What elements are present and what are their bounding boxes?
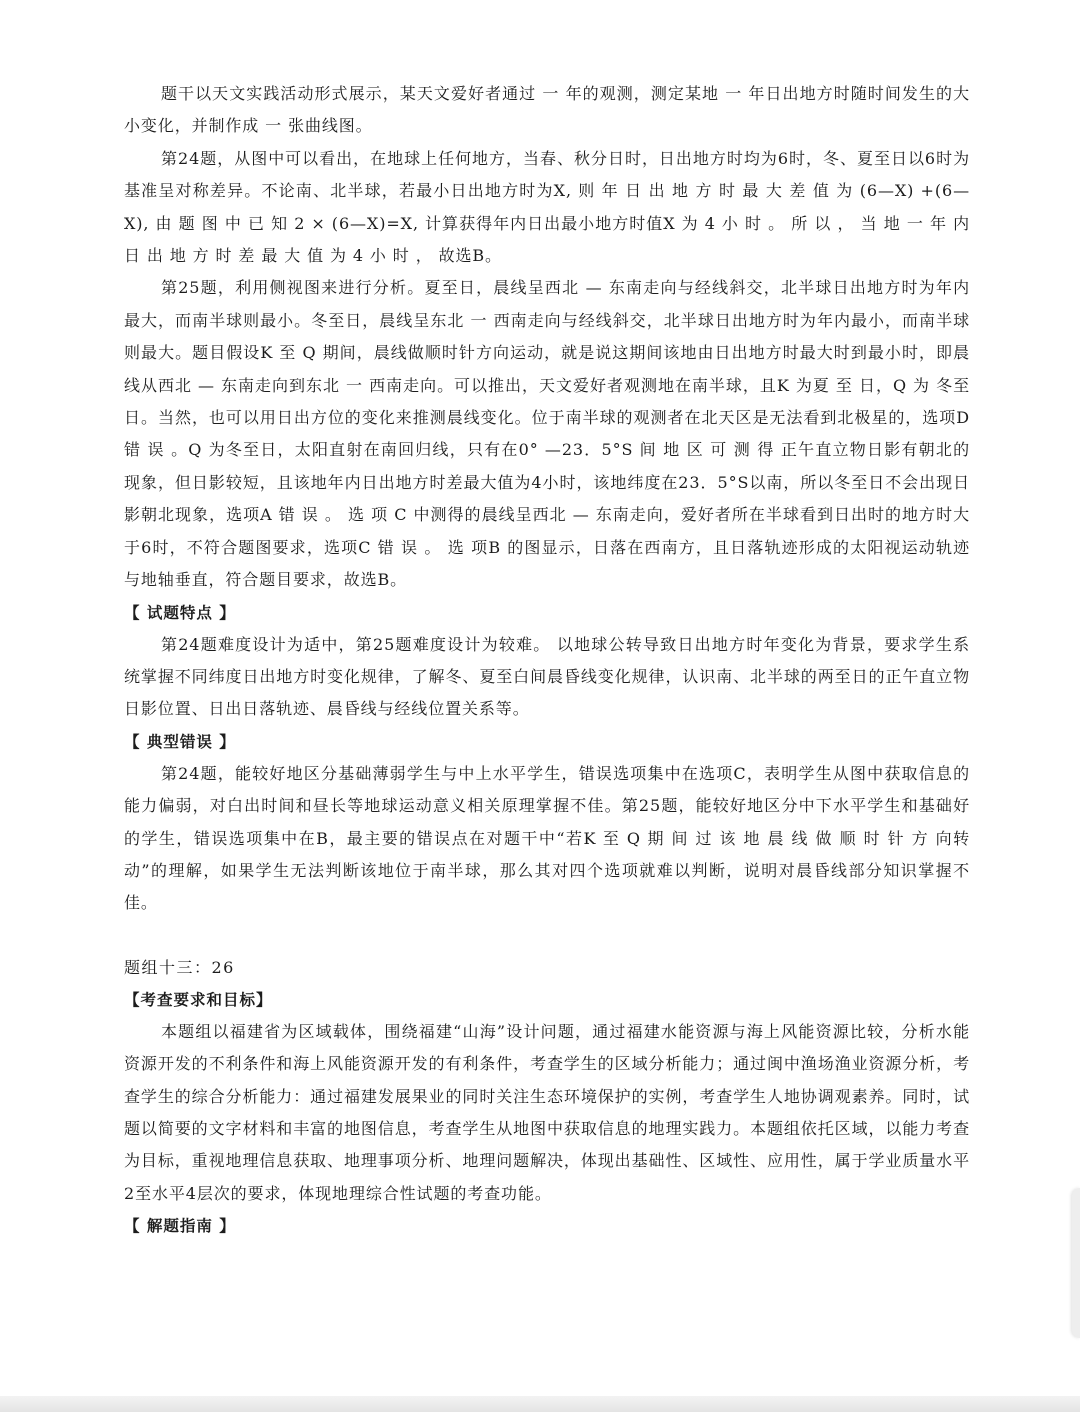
scrollbar-handle[interactable] [1072,1188,1080,1338]
question-group-title: 题组十三：26 [124,957,235,977]
paragraph-q25-analysis: 第25题，利用侧视图来进行分析。夏至日，晨线呈西北 — 东南走向与经线斜交，北半球日出地方时为年内最大，而南半球则最小。冬至日，晨线呈东北 一 西南走向与经线斜交，北半球日出地方时为年内最小，而南半球则最大。题目假设K 至 Q 期间，晨线做顺时针方向运动，就是说这期间该地由日出地方时最大时到最小时，即晨线从西北 — 东南走向到东北 一 西南走向。可以推出，天文爱好者观测地在南半球，且K 为夏 至 日，Q 为 冬至日。当然，也可以用日出方位的变化来推测晨线变化。位于南半球的观测者在北天区是无法看到北极星的，选项D 错 误 。Q 为冬至日，太阳直射在南回归线，只有在0° —23．5°S 间 地 区 可 测 得 正午直立物日影有朝北的现象，但日影较短，且该地年内日出地方时差最大值为4小时，该地纬度在23．5°S以南，所以冬至日不会出现日影朝北现象，选项A 错 误 。 选 项 C 中测得的晨线呈西北 — 东南走向，爱好者所在半球看到日出时的地方时大于6时，不符合题图要求，选项C 错 误 。 选 项B 的图显示，日落在西南方，且日落轨迹形成的太阳视运动轨迹与地轴垂直，符合题目要求，故选B。 [124,278,970,590]
heading-question-features: 【 试题特点 】 [124,603,236,622]
document-body [124,78,970,1242]
bottom-edge-bar [0,1396,1080,1412]
paragraph-requirements-goals: 本题组以福建省为区域载体，围绕福建“山海”设计问题，通过福建水能资源与海上风能资源比较，分析水能资源开发的不利条件和海上风能资源开发的有利条件，考查学生的区域分析能力；通过闽中渔场渔业资源分析，考查学生的综合分析能力：通过福建发展果业的同时关注生态环境保护的实例，考查学生人地协调观素养。同时，试题以简要的文字材料和丰富的地图信息，考查学生从地图中获取信息的地理实践力。本题组依托区域，以能力考查为目标，重视地理信息获取、地理事项分析、地理问题解决，体现出基础性、区域性、应用性，属于学业质量水平2至水平4层次的要求，体现地理综合性试题的考查功能。 [124,1021,970,1203]
paragraph-intro: 题干以天文实践活动形式展示，某天文爱好者通过 一 年的观测，测定某地 一 年日出地方时随时间发生的大小变化，并制作成 一 张曲线图。 [124,84,970,136]
heading-typical-errors: 【 典型错误 】 [124,732,236,751]
paragraph-q24-analysis: 第24题，从图中可以看出，在地球上任何地方，当春、秋分日时，日出地方时均为6时，冬、夏至日以6时为基准呈对称差异。不论南、北半球，若最小日出地方时为X, 则 年 日 出 地 方 时 最 大 差 值 为 (6—X) +(6—X), 由 题 图 中 已 知 2 × (6—X)=X, 计算获得年内日出最小地方时值X 为 4 小 时 。 所 以 ， 当 地 一 年 内 日 出 地 方 时 差 最 大 值 为 4 小 时 ， 故选B。 [124,148,970,266]
heading-solution-guide: 【 解题指南 】 [124,1217,236,1236]
paragraph-question-features: 第24题难度设计为适中，第25题难度设计为较难。 以地球公转导致日出地方时年变化为背景，要求学生系统掌握不同纬度日出地方时变化规律，了解冬、夏至白间晨昏线变化规律，认识南、北半球的两至日的正午直立物日影位置、日出日落轨迹、晨昏线与经线位置关系等。 [124,634,970,719]
paragraph-typical-errors: 第24题，能较好地区分基础薄弱学生与中上水平学生，错误选项集中在选项C，表明学生从图中获取信息的能力偏弱，对白出时间和昼长等地球运动意义相关原理掌握不佳。第25题，能较好地区分中下水平学生和基础好的学生，错误选项集中在B，最主要的错误点在对题干中“若K 至 Q 期 间 过 该 地 晨 线 做 顺 时 针 方 向转动”的理解，如果学生无法判断该地位于南半球，那么其对四个选项就难以判断，说明对晨昏线部分知识掌握不佳。 [124,763,970,913]
heading-requirements-goals: 【考查要求和目标】 [124,990,273,1009]
